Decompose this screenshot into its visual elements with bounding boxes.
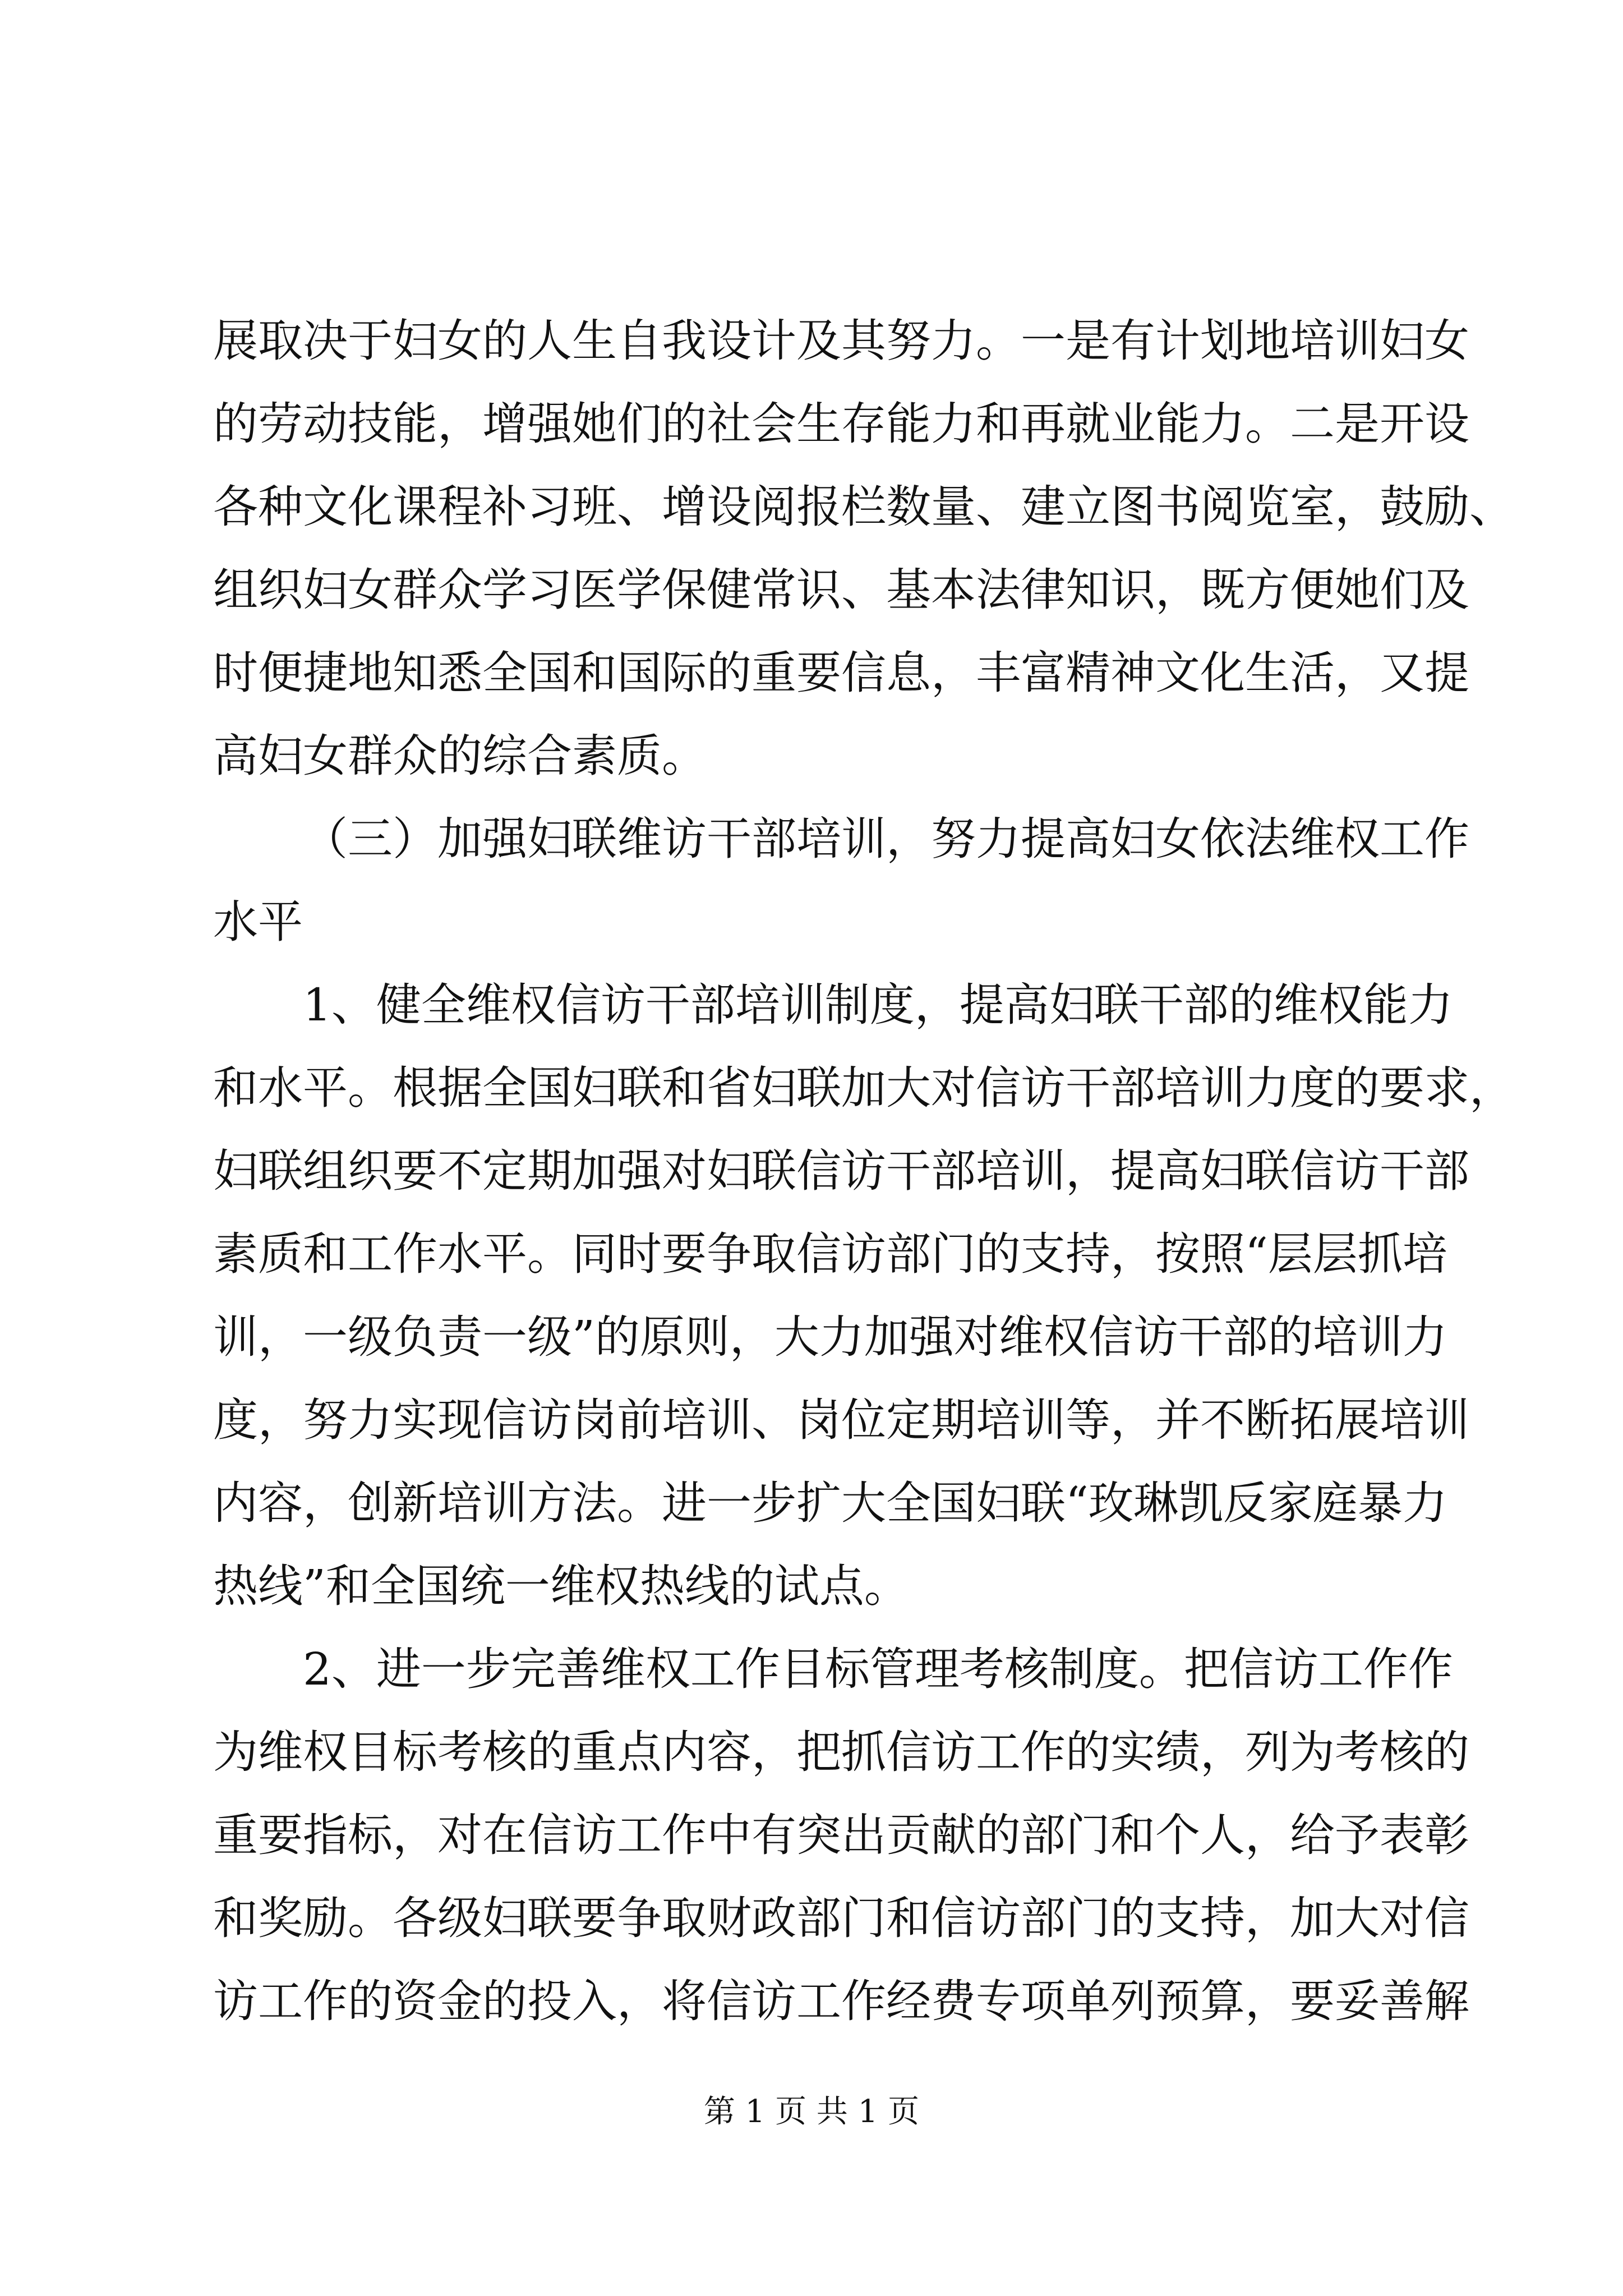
body-text-line: 训，一级负责一级”的原则，大力加强对维权信访干部的培训力 [213, 1311, 1447, 1363]
body-text-line: 内容，创新培训方法。进一步扩大全国妇联“玫琳凯反家庭暴力 [213, 1477, 1447, 1529]
body-text-line: 访工作的资金的投入，将信访工作经费专项单列预算，要妥善解 [213, 1975, 1469, 2027]
paragraph-first-line: 1、健全维权信访干部培训制度，提高妇联干部的维权能力 [303, 979, 1453, 1031]
page-number-footer: 第 1 页 共 1 页 [703, 2093, 920, 2130]
body-text-line: 妇联组织要不定期加强对妇联信访干部培训，提高妇联信访干部 [213, 1145, 1469, 1197]
body-text-line: 和奖励。各级妇联要争取财政部门和信访部门的支持，加大对信 [213, 1892, 1469, 1944]
body-text-line: 时便捷地知悉全国和国际的重要信息，丰富精神文化生活，又提 [213, 647, 1469, 699]
body-text-line: 各种文化课程补习班、增设阅报栏数量、建立图书阅览室，鼓励、 [213, 481, 1514, 533]
body-text-line: 度，努力实现信访岗前培训、岗位定期培训等，并不断拓展培训 [213, 1394, 1469, 1446]
body-text-line: 组织妇女群众学习医学保健常识、基本法律知识，既方便她们及 [213, 564, 1469, 616]
body-text-line: 展取决于妇女的人生自我设计及其努力。一是有计划地培训妇女 [213, 315, 1469, 367]
body-text-line: 为维权目标考核的重点内容，把抓信访工作的实绩，列为考核的 [213, 1726, 1469, 1778]
body-text-line: 重要指标，对在信访工作中有突出贡献的部门和个人，给予表彰 [213, 1809, 1469, 1861]
body-text-line: 和水平。根据全国妇联和省妇联加大对信访干部培训力度的要求， [213, 1062, 1514, 1114]
body-text-line: 素质和工作水平。同时要争取信访部门的支持，按照“层层抓培 [213, 1228, 1447, 1280]
body-text-line: 高妇女群众的综合素质。 [213, 730, 707, 782]
body-text-line: 的劳动技能，增强她们的社会生存能力和再就业能力。二是开设 [213, 398, 1469, 450]
body-text-line: 热线”和全国统一维权热线的试点。 [213, 1560, 909, 1612]
section-heading-continued: 水平 [213, 896, 303, 948]
section-heading: （三）加强妇联维访干部培训，努力提高妇女依法维权工作 [303, 813, 1469, 865]
paragraph-first-line: 2、进一步完善维权工作目标管理考核制度。把信访工作作 [303, 1643, 1453, 1695]
